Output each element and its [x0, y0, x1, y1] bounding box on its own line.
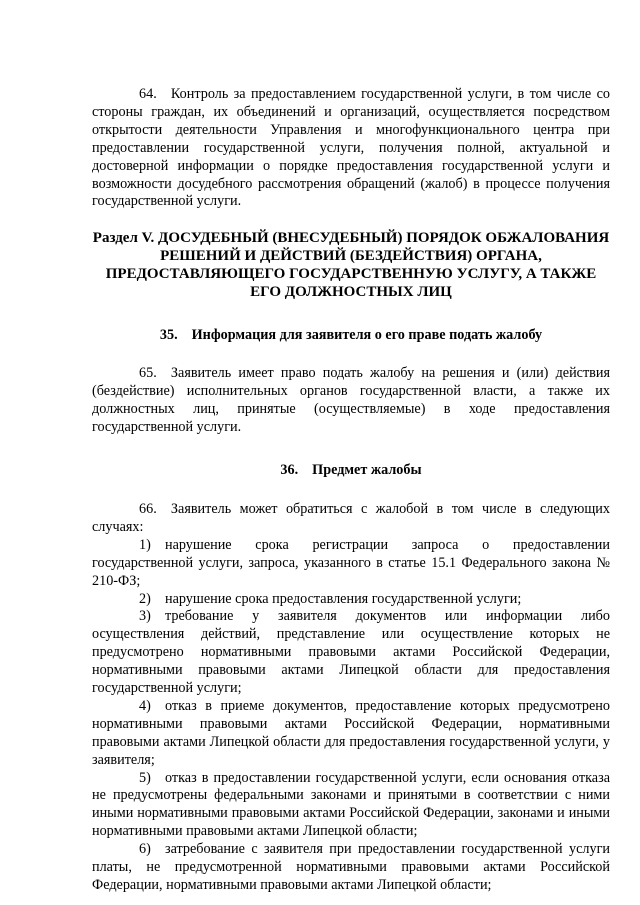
subsection-35-number: 35. — [159, 326, 178, 343]
subsection-36-heading — [92, 462, 610, 480]
subsection-36-number: 36. — [280, 462, 299, 479]
list-item: 3) требование у заявителя документов или информации либо осуществления действий, представление или осуществление которых не предусмотрено нормативными правовыми актами Российской Федерации, нормативными правовыми актами Липецкой области для предоставления государственной услуги; — [92, 608, 610, 697]
section-title: Раздел V. ДОСУДЕБНЫЙ (ВНЕСУДЕБНЫЙ) ПОРЯДОК ОБЖАЛОВАНИЯ РЕШЕНИЙ И ДЕЙСТВИЙ (БЕЗДЕЙСТВИЯ) ОРГАНА, ПРЕДОСТАВЛЯЮЩЕГО ГОСУДАРСТВЕННУЮ УСЛУГУ, А ТАКЖЕ ЕГО ДОЛЖНОСТНЫХ ЛИЦ — [92, 230, 610, 300]
list-item: 1) нарушение срока регистрации запроса о предоставлении государственной услуги, запроса, указанного в статье 15.1 Федерального закона № 210-ФЗ; — [92, 536, 610, 589]
subsection-35-title: Информация для заявителя о его праве подать жалобу — [191, 326, 543, 343]
paragraph-65: 65. Заявитель имеет право подать жалобу на решения и (или) действия (бездействие) исполнительных органов государственной власти, а также их должностных лиц, принятые (осуществляемые) в ходе предоставления государственной услуги. — [92, 365, 610, 436]
paragraph-64: 64. Контроль за предоставлением государственной услуги, в том числе со стороны граждан, их объединений и организаций, осуществляется посредством открытости деятельности Управления и многофункционального центра при предоставлении государственной услуги, получения полной, актуальной и достоверной информации о порядке предоставления государственной услуги и возможности досудебного рассмотрения обращений (жалоб) в процессе получения государственной услуги. — [92, 86, 610, 210]
subsection-35-heading — [92, 327, 610, 345]
subsection-36-title: Предмет жалобы — [312, 462, 422, 479]
list-item: 4) отказ в приеме документов, предоставление которых предусмотрено нормативными правовыми актами Российской Федерации, нормативными правовыми актами Липецкой области для предоставления государственной услуги, у заявителя; — [92, 697, 610, 768]
list-item: 6) затребование с заявителя при предоставлении государственной услуги платы, не предусмотренной нормативными правовыми актами Российской Федерации, нормативными правовыми актами Липецкой области; — [92, 841, 610, 893]
list-item: 2) нарушение срока предоставления государственной услуги; — [139, 590, 522, 607]
paragraph-66: 66. Заявитель может обратиться с жалобой в том числе в следующих случаях: — [92, 500, 610, 535]
list-item: 5) отказ в предоставлении государственной услуги, если основания отказа не предусмотрены федеральными законами и принятыми в соответствии с ними иными нормативными правовыми актами Российской Федерации, законами и иными нормативными правовыми актами Липецкой области; — [92, 769, 610, 840]
